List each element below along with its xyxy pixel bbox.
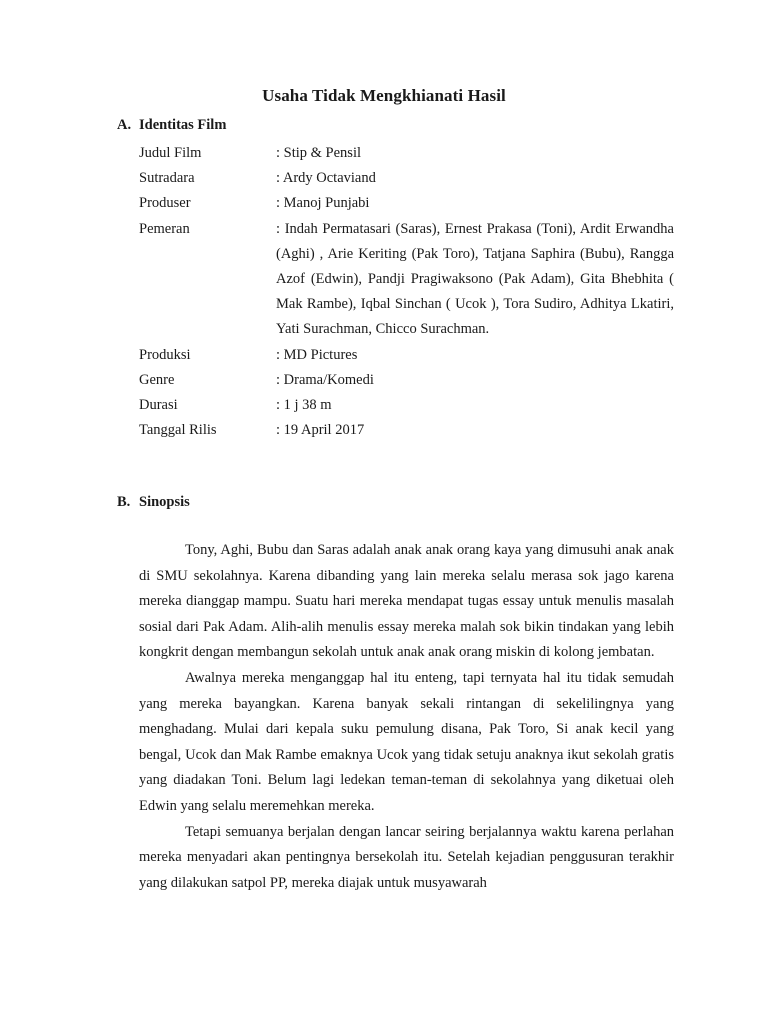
identity-value: : Stip & Pensil	[276, 145, 362, 161]
section-b-heading	[117, 494, 190, 511]
synopsis-paragraph: Tony, Aghi, Bubu dan Saras adalah anak anak orang kaya yang dimusuhi anak anak di SMU sekolahnya. Karena dibanding yang lain mereka selalu merasa sok jago karena mereka dianggap mampu. Suatu hari mereka mendapat tugas essay untuk menulis masalah sosial dari Pak Adam. Alih-alih menulis essay mereka malah sok bikin tindakan yang lebih kongkrit dengan membangun sekolah untuk anak anak orang miskin di kolong jembatan.	[139, 542, 674, 661]
identity-label: Produksi	[139, 346, 191, 363]
synopsis-paragraph: Awalnya mereka menganggap hal itu enteng, tapi ternyata hal itu tidak semudah yang mereka bayangkan. Karena banyak sekali rintangan di sekelilingnya yang menghadang. Mulai dari kepala suku pemulung disana, Pak Toro, Si anak kecil yang bengal, Ucok dan Mak Rambe emaknya Ucok yang tidak setuju anaknya ikut sekolah gratis yang diadakan Toni. Belum lagi ledekan teman-teman di sekolahnya yang diketuai oleh Edwin yang selalu meremehkan mereka.	[139, 669, 674, 814]
film-identity-table	[139, 141, 674, 443]
identity-row-pemeran	[139, 217, 674, 343]
synopsis-paragraph: Tetapi semuanya berjalan dengan lancar seiring berjalannya waktu karena perlahan mereka menyadari akan pentingnya bersekolah itu. Setelah kejadian penggusuran terakhir yang dilakukan satpol PP, mereka diajak untuk musyawarah	[139, 823, 674, 891]
identity-row-genre	[139, 368, 674, 393]
section-a-heading	[117, 117, 226, 134]
identity-value: : Indah Permatasari (Saras), Ernest Prakasa (Toni), Ardit Erwandha (Aghi) , Arie Keriting (Pak Toro), Tatjana Saphira (Bubu), Rangga Azof (Edwin), Pandji Pragiwaksono (Pak Adam), Gita Bhebhita ( Mak Rambe), Iqbal Sinchan ( Ucok ), Tora Sudiro, Adhitya Lkatiri, Yati Surachman, Chicco Surachman.	[276, 220, 674, 338]
identity-value: : Ardy Octaviand	[276, 170, 376, 187]
identity-label: Pemeran	[139, 220, 190, 237]
section-a-title: Identitas Film	[139, 117, 227, 133]
identity-row-tanggal-rilis	[139, 418, 674, 443]
identity-row-durasi	[139, 393, 674, 418]
identity-label: Durasi	[139, 397, 178, 414]
section-b-title: Sinopsis	[139, 494, 190, 510]
identity-label: Produser	[139, 195, 191, 212]
identity-label: Judul Film	[139, 145, 202, 161]
identity-value: : Manoj Punjabi	[276, 195, 370, 212]
identity-value: : 1 j 38 m	[276, 397, 332, 414]
identity-row-produksi	[139, 343, 674, 368]
identity-label: Genre	[139, 371, 175, 388]
identity-label: Sutradara	[139, 170, 195, 187]
identity-value: : 19 April 2017	[276, 422, 365, 439]
identity-value: : MD Pictures	[276, 346, 358, 363]
identity-value: : Drama/Komedi	[276, 371, 374, 388]
section-a-letter: A.	[117, 117, 132, 133]
document-title: Usaha Tidak Mengkhianati Hasil	[262, 86, 506, 105]
identity-row-sutradara	[139, 166, 674, 191]
identity-row-judul	[139, 141, 674, 166]
identity-label: Tanggal Rilis	[139, 422, 217, 439]
synopsis-body	[139, 538, 674, 896]
section-b-letter: B.	[117, 494, 131, 510]
identity-row-produser	[139, 191, 674, 216]
